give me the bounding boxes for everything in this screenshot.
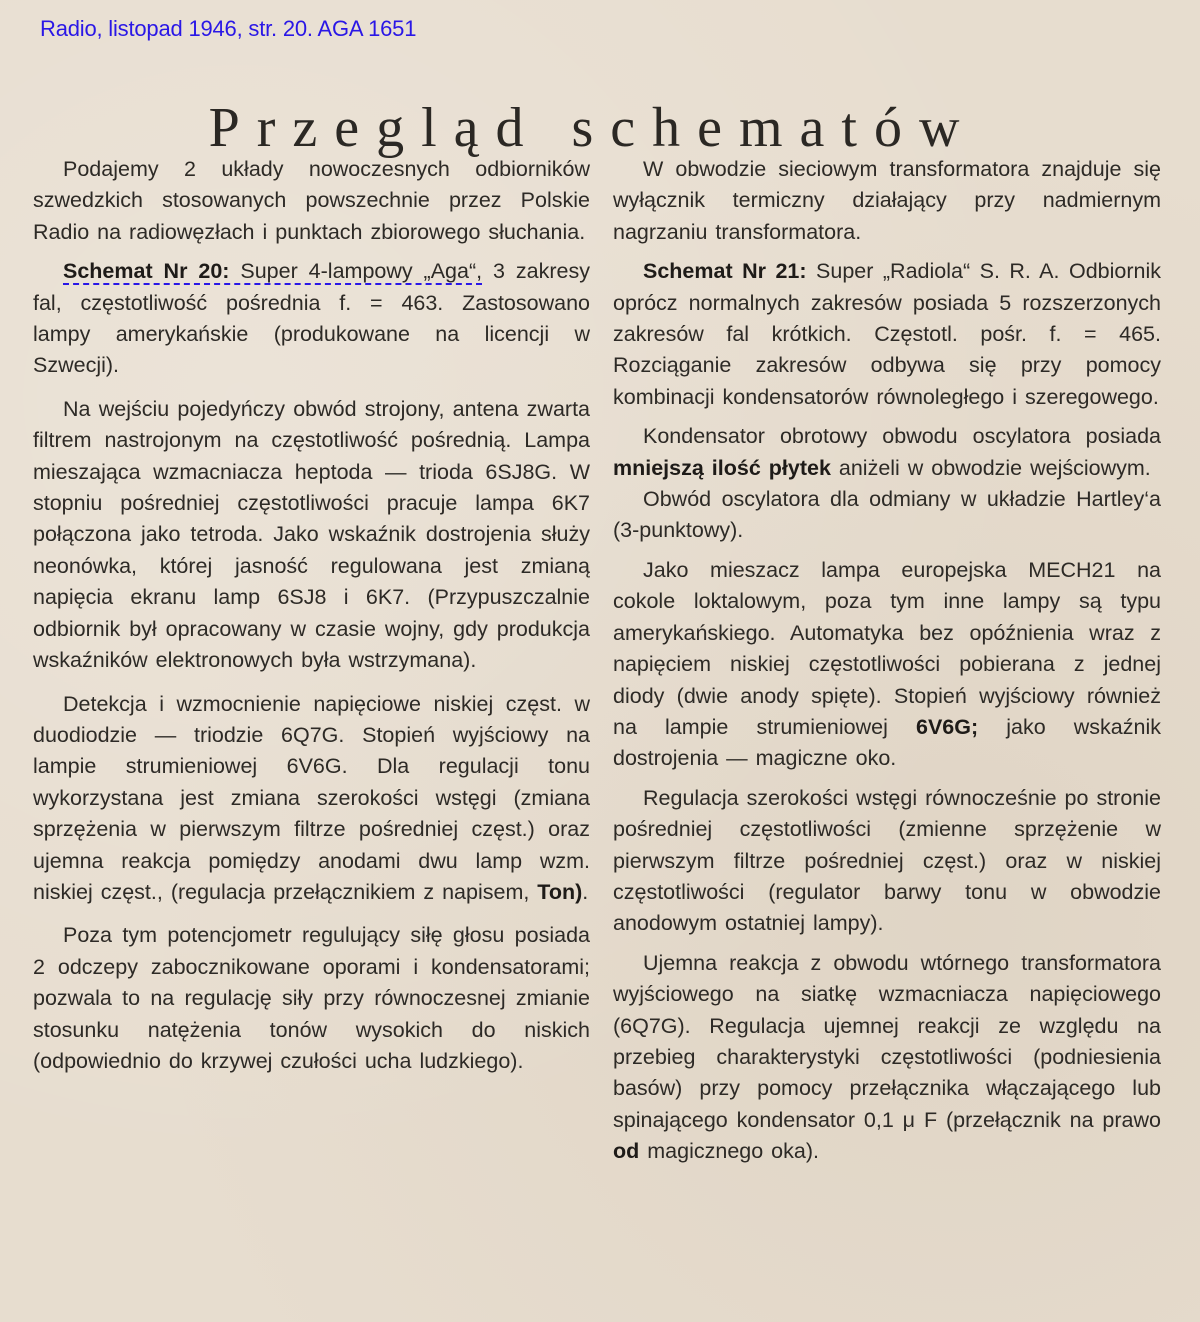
schemat-20-highlight <box>63 259 482 285</box>
left-column <box>33 154 590 1077</box>
paragraph-schemat-21 <box>613 256 1161 413</box>
paragraph-input-circuit: Na wejściu pojedyńczy obwód strojony, antena zwarta filtrem nastrojonym na częstotliwość pośrednią. Lampa mieszająca wzmacniacza heptoda — trioda 6SJ8G. W stopniu pośredniej częstotliwości pracuje lampa 6K7 połączona jako tetroda. Jako wskaźnik dostrojenia służy neonówka, której jasność regulowana jest zmianą napięcia ekranu lamp 6SJ8 i 6K7. (Przypuszczalnie odbiornik był opracowany w czasie wojny, gdy produkcja wskaźników elektronowych była wstrzymana). <box>33 396 590 673</box>
feedback-text-end: magicznego oka). <box>639 1139 819 1164</box>
schemat-21-label: Schemat Nr 21: <box>643 259 807 284</box>
detection-text: Detekcja i wzmocnienie napięciowe niskiej częst. w duodiodzie — triodzie 6Q7G. Stopień wyjściowy na lampie strumieniowej 6V6G. Dla regulacji tonu wykorzystana jest zmiana szerokości wstęgi (zmiana sprzężenia w pierwszym filtrze pośredniej częst.) oraz ujemna reakcja pomiędzy anodami dwu lamp wzm. niskiej częst., (regulacja przełącznikiem z napisem, <box>33 691 590 904</box>
paragraph-capacitor <box>613 421 1161 484</box>
paragraph-schemat-20 <box>33 256 590 382</box>
schemat-20-label: Schemat Nr 20: <box>63 259 230 284</box>
paragraph-mixer <box>613 555 1161 775</box>
right-column <box>613 154 1161 1168</box>
capacitor-text-end: aniżeli w obwodzie wejściowym. <box>830 455 1151 480</box>
schemat-21-details: Super „Radiola“ S. R. A. Odbiornik oprócz normalnych zakresów posiada 5 rozszerzonych zakresów fal krótkich. Częstotl. pośr. f. = 465. Rozciąganie zakresów odbywa się przy pomocy kombinacji kondensatorów równoległego i szeregowego. <box>613 259 1161 409</box>
mixer-text-start: Jako mieszacz lampa europejska MECH21 na cokole loktalowym, poza tym inne lampy są typu amerykańskiego. Automatyka bez opóźnienia wraz z napięciem niskiej częstotliwości pobierana z jednej diody (dwie anody spięte). Stopień wyjściowy również na lampie strumieniowej <box>613 557 1161 739</box>
feedback-text-start: Ujemna reakcja z obwodu wtórnego transformatora wyjściowego na siatkę wzmacniacza napięciowego (6Q7G). Regulacja ujemnej reakcji ze względu na przebieg charakterystyki częstotliwości (podniesienia basów) przy pomocy przełącznika włączającego lub spinającego kondensator 0,1 μ F (przełącznik na prawo <box>613 950 1161 1132</box>
schemat-20-details: 3 zakresy fal, częstotliwość pośrednia f. = 463. Zastosowano lampy amerykańskie (produkowane na licencji w Szwecji). <box>33 259 590 378</box>
detection-end: . <box>582 879 589 904</box>
paragraph-thermal-switch: W obwodzie sieciowym transformatora znajduje się wyłącznik termiczny działający przy nadmiernym nagrzaniu transformatora. <box>613 157 1161 244</box>
page-title: Przegląd schematów <box>208 96 977 159</box>
schemat-20-title: Super 4-lampowy „Aga“, <box>229 259 483 284</box>
paragraph-intro: Podajemy 2 układy nowoczesnych odbiorników szwedzkich stosowanych powszechnie przez Polskie Radio na radiowęzłach i punktach zbiorowego słuchania. <box>33 157 590 244</box>
capacitor-text-start: Kondensator obrotowy obwodu oscylatora posiada <box>643 424 1161 449</box>
paragraph-negative-feedback <box>613 948 1161 1168</box>
capacitor-bold: mniejszą ilość płytek <box>613 455 831 480</box>
paragraph-potentiometer: Poza tym potencjometr regulujący siłę głosu posiada 2 odczepy zabocznikowane oporami i kondensatorami; pozwala to na regulację siły przy równoczesnej zmianie stosunku natężenia tonów wysokich do niskich (odpowiednio do krzywej czułości ucha ludzkiego). <box>33 923 590 1073</box>
source-caption: Radio, listopad 1946, str. 20. AGA 1651 <box>40 16 417 41</box>
ton-label: Ton) <box>537 879 583 904</box>
mixer-bold-6v6g: 6V6G; <box>916 714 979 739</box>
feedback-bold-od: od <box>613 1139 640 1164</box>
paragraph-bandwidth: Regulacja szerokości wstęgi równocześnie po stronie pośredniej częstotliwości (zmienne sprzężenie w pierwszym filtrze pośredniej częst.) oraz w niskiej częstotliwości (regulator barwy tonu w obwodzie anodowym ostatniej lampy). <box>613 785 1161 936</box>
paragraph-oscillator: Obwód oscylatora dla odmiany w układzie Hartley‘a (3-punktowy). <box>613 487 1161 543</box>
mixer-text-end: jako wskaźnik dostrojenia — magiczne oko. <box>613 714 1162 771</box>
paragraph-detection <box>33 689 590 909</box>
